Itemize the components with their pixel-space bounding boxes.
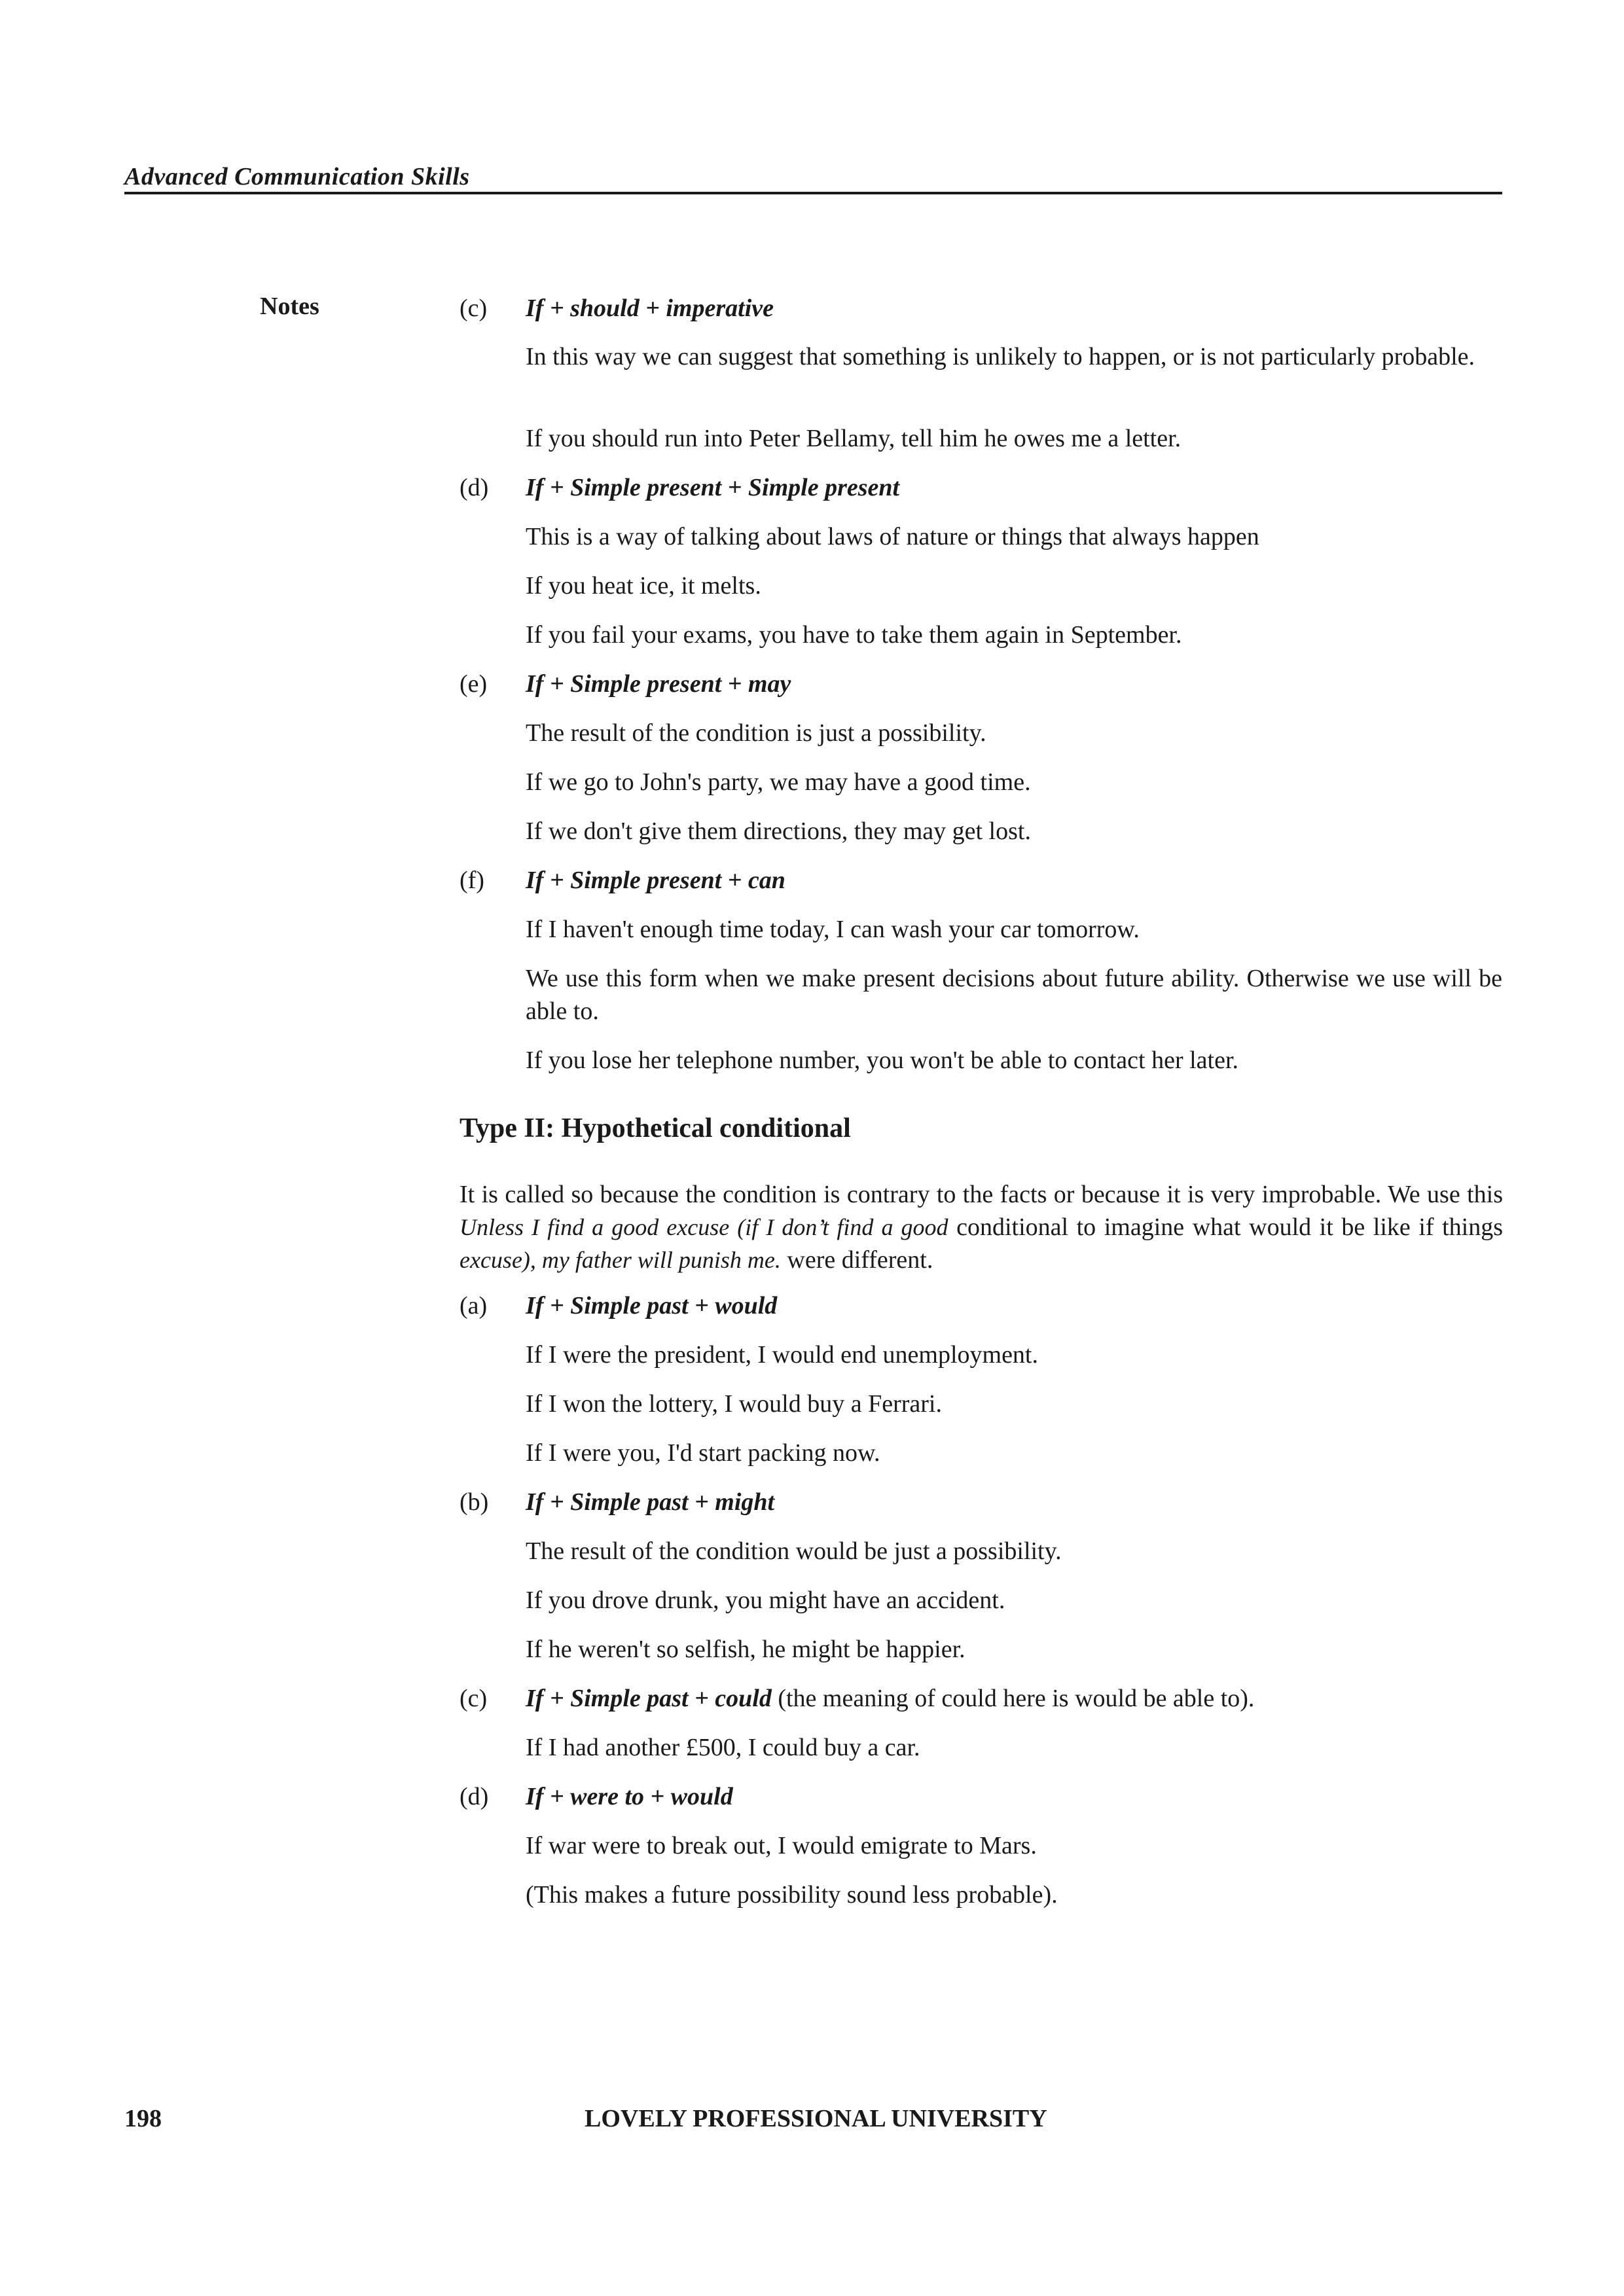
intro-paragraph bbox=[460, 1178, 1503, 1276]
list-item-heading: If + Simple past + might bbox=[526, 1488, 775, 1516]
example-sentence: If we go to John's party, we may have a good time. bbox=[526, 768, 1031, 796]
list-item-heading: If + should + imperative bbox=[526, 295, 774, 322]
list-item-heading: If + Simple present + can bbox=[526, 867, 785, 894]
list-item-heading: If + Simple present + may bbox=[526, 670, 791, 698]
paragraph: In this way we can suggest that something is unlikely to happen, or is not particularly probable. bbox=[526, 343, 1475, 370]
list-item-heading bbox=[526, 1682, 1254, 1715]
heading-formula: If + Simple past + could bbox=[526, 1685, 772, 1712]
intro-text: It is called so because the condition is contrary to the facts or because it is very improbable. We use this bbox=[460, 1181, 1503, 1208]
example-sentence: If I won the lottery, I would buy a Ferrari. bbox=[526, 1390, 942, 1418]
header-rule bbox=[124, 192, 1502, 194]
example-sentence: If he weren't so selfish, he might be happier. bbox=[526, 1636, 965, 1663]
paragraph: The result of the condition is just a possibility. bbox=[526, 719, 986, 747]
list-item-label: (c) bbox=[460, 1685, 488, 1712]
list-item-label: (b) bbox=[460, 1488, 489, 1516]
notes-label: Notes bbox=[260, 293, 319, 320]
list-item-label: (d) bbox=[460, 474, 489, 501]
list-item-label: (e) bbox=[460, 670, 488, 698]
example-sentence: If you drove drunk, you might have an accident. bbox=[526, 1587, 1005, 1614]
example-sentence: If I haven't enough time today, I can wash your car tomorrow. bbox=[526, 916, 1140, 943]
list-item-heading: If + were to + would bbox=[526, 1783, 733, 1810]
paragraph: (This makes a future possibility sound less probable). bbox=[526, 1881, 1058, 1909]
example-sentence: If I were you, I'd start packing now. bbox=[526, 1439, 880, 1467]
list-item-label: (f) bbox=[460, 867, 484, 894]
example-sentence: If war were to break out, I would emigrate to Mars. bbox=[526, 1832, 1037, 1859]
intro-italic-text: Unless I find a good excuse (if I don’t find a good bbox=[460, 1214, 948, 1240]
intro-text: were different. bbox=[780, 1246, 933, 1274]
list-item-label: (a) bbox=[460, 1292, 488, 1319]
paragraph: The result of the condition would be just a possibility. bbox=[526, 1537, 1062, 1565]
intro-italic-text: excuse), my father will punish me. bbox=[460, 1247, 781, 1273]
paragraph: This is a way of talking about laws of nature or things that always happen bbox=[526, 523, 1259, 550]
heading-suffix: (the meaning of could here is would be able to). bbox=[771, 1685, 1255, 1712]
example-sentence: If we don't give them directions, they may get lost. bbox=[526, 817, 1031, 845]
example-sentence: If I had another £500, I could buy a car. bbox=[526, 1734, 920, 1761]
example-sentence: If you fail your exams, you have to take them again in September. bbox=[526, 621, 1182, 649]
list-item-label: (c) bbox=[460, 295, 488, 322]
example-sentence: If you lose her telephone number, you won't be able to contact her later. bbox=[526, 1047, 1239, 1074]
paragraph: We use this form when we make present decisions about future ability. Otherwise we use will be able to. bbox=[526, 965, 1502, 1025]
example-sentence: If you should run into Peter Bellamy, tell him he owes me a letter. bbox=[526, 425, 1182, 452]
footer-university: LOVELY PROFESSIONAL UNIVERSITY bbox=[585, 2105, 1047, 2132]
page-number: 198 bbox=[124, 2105, 162, 2132]
page-header-title: Advanced Communication Skills bbox=[124, 163, 470, 190]
list-item-label: (d) bbox=[460, 1783, 489, 1810]
section-heading: Type II: Hypothetical conditional bbox=[460, 1113, 851, 1143]
list-item-heading: If + Simple present + Simple present bbox=[526, 474, 900, 501]
example-sentence: If you heat ice, it melts. bbox=[526, 572, 761, 600]
intro-text: conditional to imagine what would it be like if things bbox=[948, 1213, 1503, 1241]
example-sentence: If I were the president, I would end unemployment. bbox=[526, 1341, 1038, 1369]
list-item-heading: If + Simple past + would bbox=[526, 1292, 778, 1319]
